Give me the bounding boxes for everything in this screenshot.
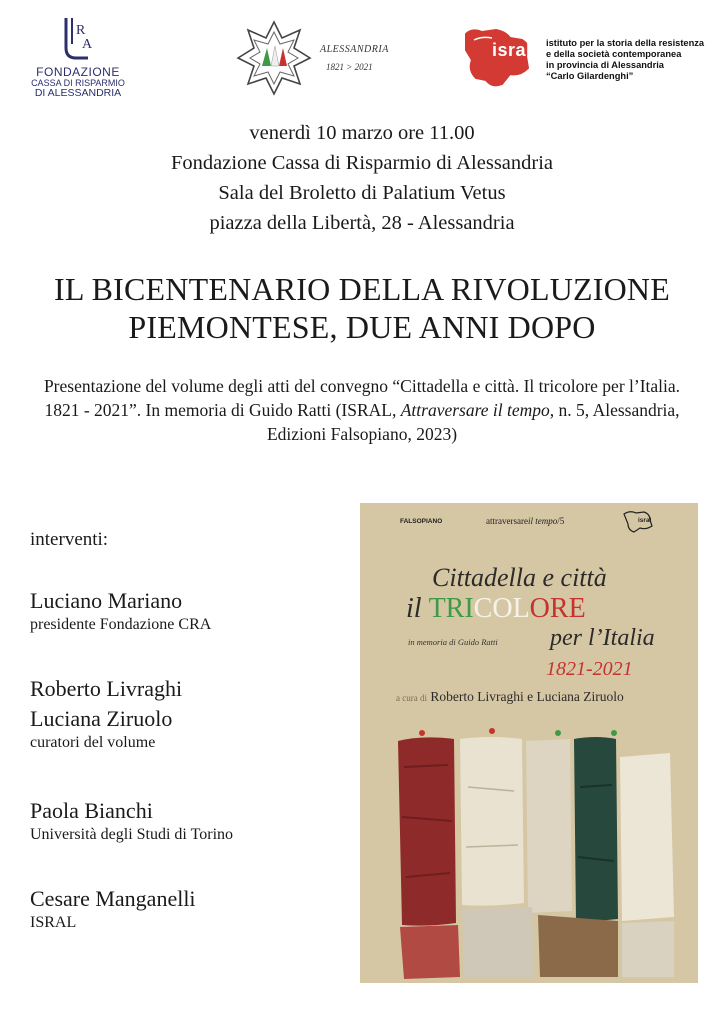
cover-years: 1821-2021	[546, 658, 633, 680]
title-line2: PIEMONTESE, DUE ANNI DOPO	[128, 309, 596, 345]
alessandria-bicentenary-logo	[236, 20, 396, 100]
cra-emblem-icon	[58, 14, 98, 62]
speaker-name: Luciano Mariano	[30, 588, 183, 613]
book-description	[40, 374, 684, 446]
description-text: Presentazione del volume degli atti del convegno “Cittadella e città. Il tricolore per l’Italia. 1821 - 2021”. In memoria di Guido Ratti (ISRAL,	[43, 376, 681, 420]
cover-subtitle: il TRICOLORE	[406, 593, 586, 624]
event-room: Sala del Broletto di Palatium Vetus	[218, 182, 506, 204]
isral-description	[546, 38, 704, 82]
description-text-end: , n. 5, Alessandria, Edizioni Falsopiano, 2023)	[266, 400, 680, 444]
cover-curators: a cura di Roberto Livraghi e Luciana Ziruolo	[396, 689, 624, 704]
page-title	[0, 270, 724, 346]
speaker-name: Roberto Livraghi	[30, 676, 183, 701]
isral-wordmark: isral	[492, 40, 532, 60]
cover-memorial: in memoria di Guido Ratti	[408, 637, 498, 647]
book-cover	[360, 503, 698, 983]
speaker-role: Università degli Studi di Torino	[30, 826, 234, 843]
isral-logo	[462, 26, 712, 96]
fondazione-cra-logo	[28, 14, 128, 99]
isral-desc-line: istituto per la storia della resistenza	[546, 38, 705, 48]
event-date: venerdì 10 marzo ore 11.00	[249, 122, 475, 144]
cra-line2: CASSA DI RISPARMIO	[31, 77, 125, 88]
speaker-name: Cesare Manganelli	[30, 886, 196, 911]
event-address: piazza della Libertà, 28 - Alessandria	[209, 212, 515, 234]
cover-publisher: FALSOPIANO	[400, 518, 443, 525]
speaker-role: presidente Fondazione CRA	[30, 616, 212, 633]
alessandria-title: ALESSANDRIA	[320, 44, 389, 55]
speaker-name: Paola Bianchi	[30, 798, 153, 823]
cover-isral-text: isral	[638, 517, 652, 524]
speaker-name: Luciana Ziruolo	[30, 706, 173, 731]
isral-desc-line: “Carlo Gilardenghi”	[546, 71, 634, 81]
cover-title: Cittadella e città	[432, 563, 607, 592]
isral-desc-line: in provincia di Alessandria	[546, 60, 664, 70]
cover-topbar	[360, 503, 698, 539]
cover-per-italia: per l’Italia	[550, 625, 655, 651]
speaker-role: curatori del volume	[30, 734, 156, 751]
alessandria-years: 1821 > 2021	[326, 62, 373, 72]
citadel-star-icon	[236, 20, 312, 96]
cover-series: attraversareil tempo/5	[486, 516, 565, 526]
speaker-role: ISRAL	[30, 914, 77, 931]
speakers-list	[30, 528, 350, 932]
event-venue: Fondazione Cassa di Risparmio di Alessandria	[170, 152, 554, 174]
cra-line3: DI ALESSANDRIA	[34, 87, 122, 100]
svg-text:R: R	[76, 23, 86, 38]
isral-desc-line: e della società contemporanea	[546, 49, 682, 59]
tricolore-artwork-image	[382, 727, 682, 979]
svg-text:A: A	[82, 37, 93, 52]
speakers-heading: interventi:	[30, 529, 109, 550]
event-info	[0, 118, 724, 238]
title-line1: IL BICENTENARIO DELLA RIVOLUZIONE	[54, 271, 670, 307]
series-title: Attraversare il tempo	[400, 400, 550, 420]
cra-line1: FONDAZIONE	[36, 65, 120, 79]
